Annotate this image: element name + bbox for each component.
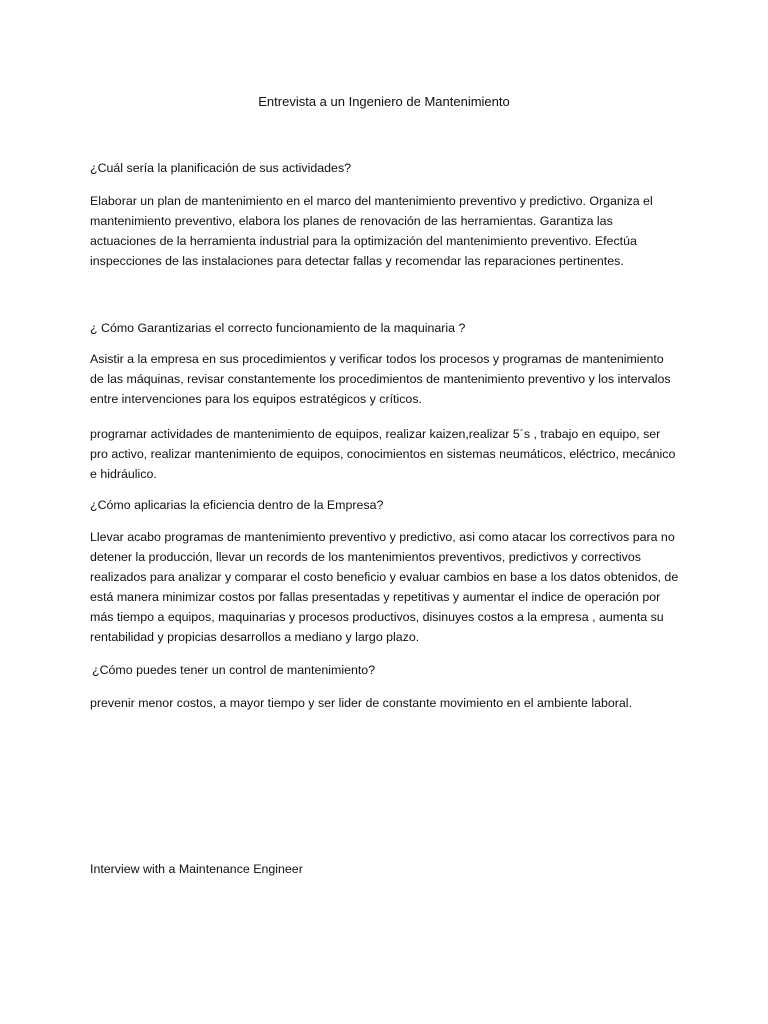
question-efficiency: ¿Cómo aplicarias la eficiencia dentro de la Empresa? — [90, 498, 384, 512]
question-control: ¿Cómo puedes tener un control de mantenimiento? — [92, 663, 376, 677]
answer-machinery-extra: programar actividades de mantenimiento de equipos, realizar kaizen,realizar 5´s , trabajo en equipo, ser pro activo, realizar mantenimiento de equipos, conocimientos en sistemas neumáticos, eléctrico, mecánico e hidráulico. — [90, 427, 676, 481]
answer-control: prevenir menor costos, a mayor tiempo y ser lider de constante movimiento en el ambiente laboral. — [90, 696, 633, 710]
english-title: Interview with a Maintenance Engineer — [90, 862, 303, 876]
answer-planning: Elaborar un plan de mantenimiento en el marco del mantenimiento preventivo y predictivo. Organiza el mantenimiento preventivo, elabora los planes de renovación de las herramientas. Garantiza las actuaciones de la herramienta industrial para la optimización del mantenimiento preventivo. Efectúa inspecciones de las instalaciones para detectar fallas y recomendar las reparaciones pertinentes. — [90, 194, 653, 268]
answer-machinery: Asistir a la empresa en sus procedimientos y verificar todos los procesos y programas de mantenimiento de las máquinas, revisar constantemente los procedimientos de mantenimiento preventivo y los intervalos entre intervenciones para los equipos estratégicos y críticos. — [90, 352, 671, 406]
question-planning: ¿Cuál sería la planificación de sus actividades? — [90, 161, 352, 175]
question-machinery: ¿ Cómo Garantizarias el correcto funcionamiento de la maquinaria ? — [90, 321, 466, 335]
document-title: Entrevista a un Ingeniero de Mantenimiento — [258, 94, 510, 109]
answer-efficiency: Llevar acabo programas de mantenimiento preventivo y predictivo, asi como atacar los correctivos para no detener la producción, llevar un records de los mantenimientos preventivos, predictivos y correctivos realizados para analizar y comparar el costo beneficio y evaluar cambios en base a los datos obtenidos, de está manera minimizar costos por fallas presentadas y repetitivas y aumentar el indice de operación por más tiempo a equipos, maquinarias y procesos productivos, disinuyes costos a la empresa , aumenta su rentabilidad y propicias desarrollos a mediano y largo plazo. — [90, 530, 679, 644]
